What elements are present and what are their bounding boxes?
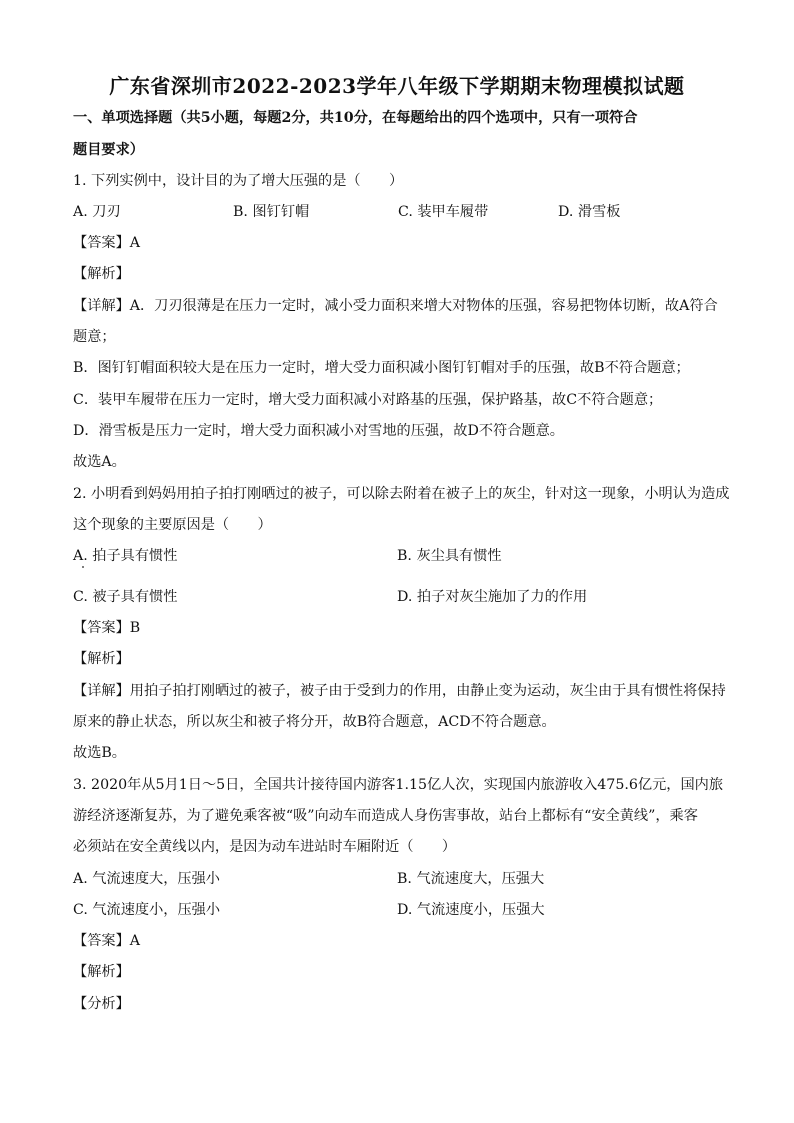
q1-answer: 【答案】A bbox=[73, 235, 140, 251]
q2-answer: 【答案】B bbox=[73, 620, 141, 636]
q1-detail-line: C．装甲车履带在压力一定时，增大受力面积减小对路基的压强，保护路基，故C不符合题意； bbox=[73, 392, 663, 408]
section-heading-line1: 一、单项选择题（共5小题，每题2分，共10分，在每题给出的四个选项中，只有一项符合 bbox=[73, 110, 638, 126]
page-title: 广东省深圳市2022-2023学年八年级下学期期末物理模拟试题 bbox=[109, 74, 685, 98]
q2-option-b: B. 灰尘具有惯性 bbox=[397, 548, 502, 564]
q3-option-a: A. 气流速度大，压强小 bbox=[73, 871, 220, 887]
q1-option-d: D. 滑雪板 bbox=[558, 204, 621, 220]
q2-stem-line1: 2. 小明看到妈妈用拍子拍打刚晒过的被子，可以除去附着在被子上的灰尘，针对这一现象，小明认为造成 bbox=[73, 486, 730, 502]
q1-option-a: A. 刀刃 bbox=[73, 204, 121, 220]
q3-answer: 【答案】A bbox=[73, 933, 140, 949]
q1-analysis: 【解析】 bbox=[73, 266, 130, 282]
q1-detail-line: B．图钉钉帽面积较大是在压力一定时，增大受力面积减小图钉钉帽对手的压强，故B不符合题意； bbox=[73, 360, 690, 376]
q3-analysis: 【解析】 bbox=[73, 964, 130, 980]
q2-option-c: C. 被子具有惯性 bbox=[73, 589, 178, 605]
q2-conclusion: 故选B。 bbox=[73, 745, 126, 761]
q1-option-b: B. 图钉钉帽 bbox=[233, 204, 310, 220]
q3-stem-line3: 必须站在安全黄线以内，是因为动车进站时车厢附近（ ） bbox=[73, 839, 457, 855]
q2-option-a: A. 拍子具有惯性 bbox=[73, 548, 178, 564]
q2-stem-line2: 这个现象的主要原因是（ ） bbox=[73, 517, 272, 533]
q3-option-c: C. 气流速度小，压强小 bbox=[73, 902, 221, 918]
q3-option-b: B. 气流速度大，压强大 bbox=[397, 871, 545, 887]
q1-detail-line: 题意； bbox=[73, 329, 116, 345]
q1-stem: 1. 下列实例中，设计目的为了增大压强的是（ ） bbox=[73, 173, 404, 189]
q3-analysis-section: 【分析】 bbox=[73, 996, 130, 1012]
q3-stem-line2: 游经济逐渐复苏，为了避免乘客被“吸”向动车而造成人身伤害事故，站台上都标有“安全黄线”，乘客 bbox=[73, 808, 698, 824]
q2-analysis: 【解析】 bbox=[73, 651, 130, 667]
q3-stem-line1: 3. 2020年从5月1日～5日，全国共计接待国内游客1.15亿人次，实现国内旅游收入475.6亿元，国内旅 bbox=[73, 777, 724, 793]
stray-dot bbox=[82, 566, 84, 568]
q3-option-d: D. 气流速度小，压强大 bbox=[397, 902, 545, 918]
q1-detail-line: D．滑雪板是压力一定时，增大受力面积减小对雪地的压强，故D不符合题意。 bbox=[73, 423, 564, 439]
q1-option-c: C. 装甲车履带 bbox=[398, 204, 489, 220]
q2-detail-line: 原来的静止状态，所以灰尘和被子将分开，故B符合题意，ACD不符合题意。 bbox=[73, 714, 556, 730]
q1-conclusion: 故选A。 bbox=[73, 454, 126, 470]
q2-detail-line: 【详解】用拍子拍打刚晒过的被子，被子由于受到力的作用，由静止变为运动，灰尘由于具有惯性将保持 bbox=[73, 683, 726, 699]
q1-detail-line: 【详解】A．刀刃很薄是在压力一定时，减小受力面积来增大对物体的压强，容易把物体切断，故A符合 bbox=[73, 298, 718, 314]
q2-option-d: D. 拍子对灰尘施加了力的作用 bbox=[397, 589, 588, 605]
section-heading-line2: 题目要求） bbox=[73, 142, 144, 158]
